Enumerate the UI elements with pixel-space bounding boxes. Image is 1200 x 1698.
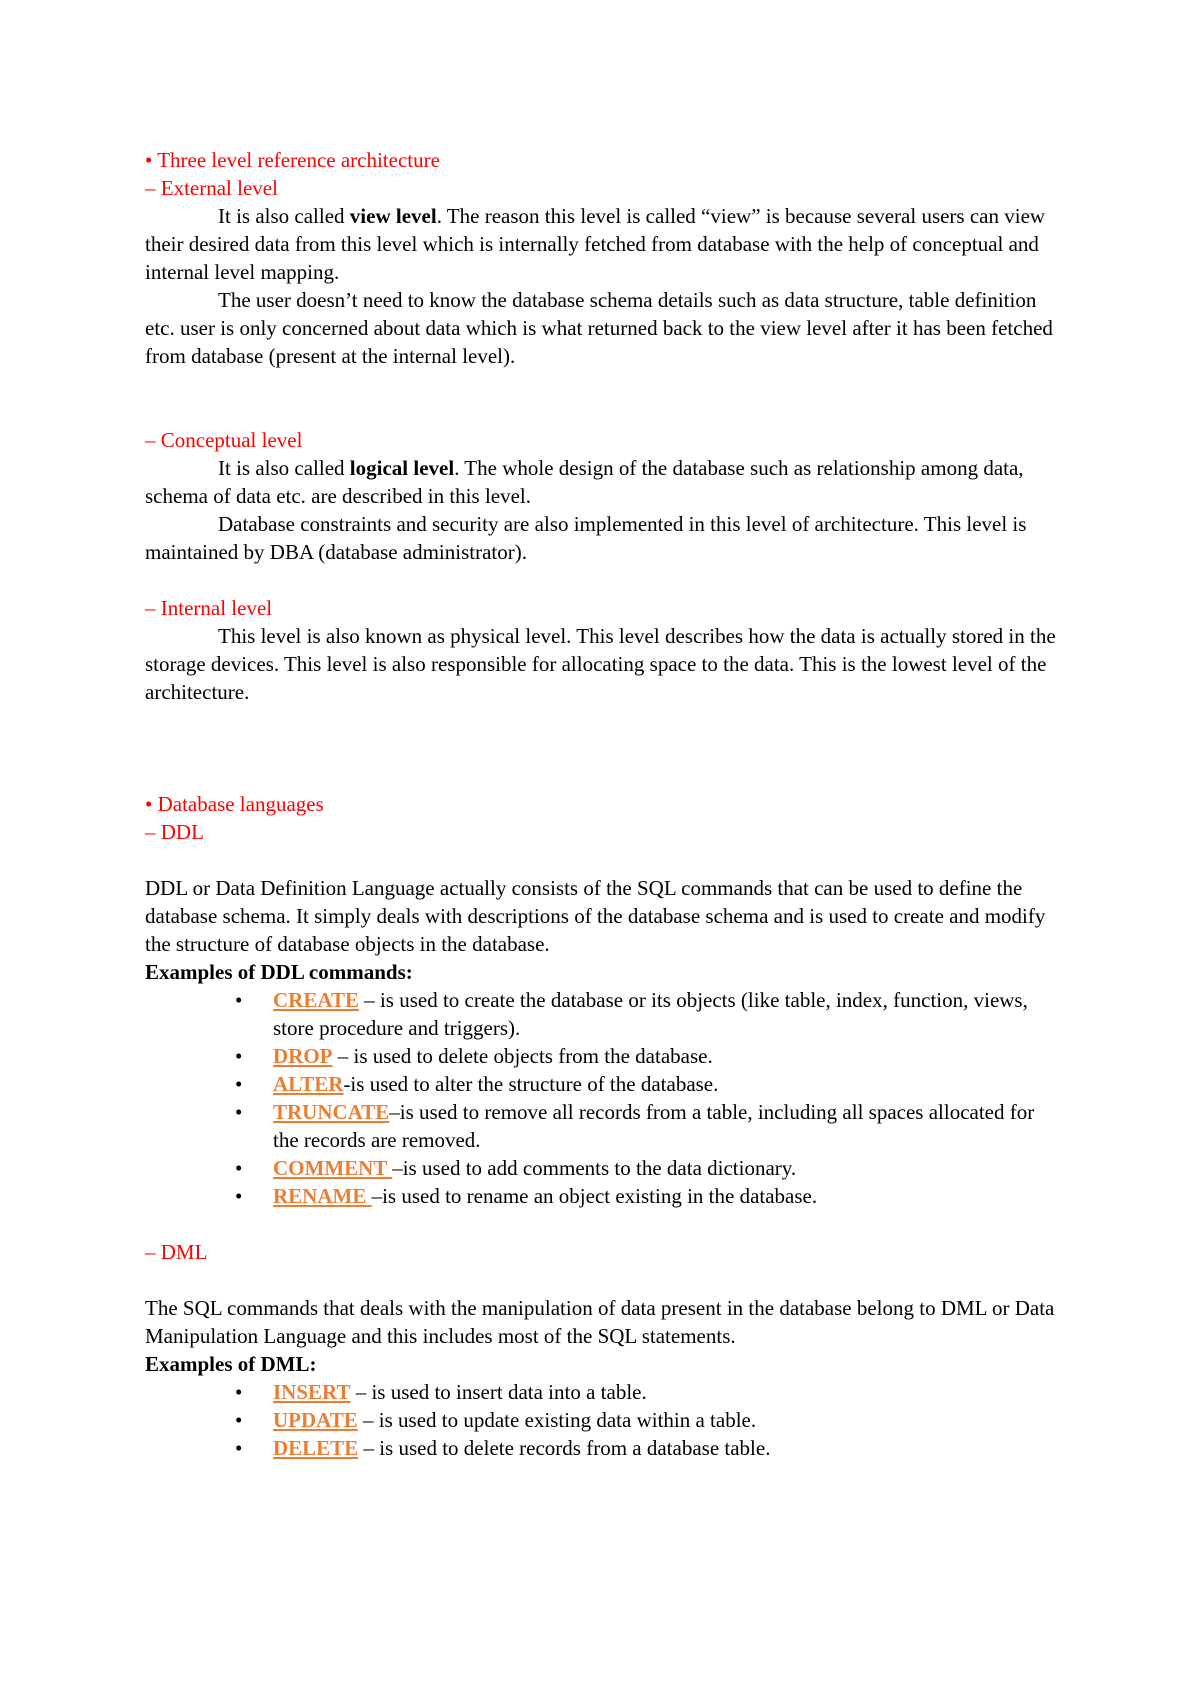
- bullet-icon: •: [235, 1408, 243, 1432]
- internal-level-paragraph-1: This level is also known as physical level. This level describes how the data is actually stored in the storage devices. This level is also responsible for allocating space to the data. This is the lowest level of the architecture.: [145, 624, 1056, 704]
- dml-heading: – DML: [145, 1240, 208, 1264]
- command-description: – is used to delete records from a database table.: [358, 1436, 771, 1460]
- update-command: UPDATE: [273, 1408, 358, 1432]
- insert-command: INSERT: [273, 1380, 351, 1404]
- conceptual-level-paragraph-2: Database constraints and security are also implemented in this level of architecture. This level is maintained by DBA (database administrator).: [145, 512, 1027, 564]
- command-description: –is used to rename an object existing in the database.: [371, 1184, 818, 1208]
- bullet-icon: •: [235, 1436, 243, 1460]
- external-level-heading: – External level: [145, 176, 278, 200]
- spacer: [145, 706, 1065, 790]
- truncate-command: TRUNCATE: [273, 1100, 390, 1124]
- bullet-icon: •: [235, 1072, 243, 1096]
- document-body: [145, 146, 1065, 1462]
- dml-command-list: [145, 1378, 1065, 1462]
- conceptual-level-paragraph-1: [145, 454, 1065, 510]
- command-description: –is used to add comments to the data dictionary.: [392, 1156, 797, 1180]
- conceptual-p1-text: It is also called: [218, 456, 350, 480]
- bullet-icon: •: [235, 988, 243, 1012]
- spacer: [145, 370, 1065, 426]
- bullet-icon: •: [235, 1156, 243, 1180]
- ddl-heading: – DDL: [145, 820, 204, 844]
- list-item: [235, 1182, 1065, 1210]
- command-description: – is used to update existing data within a table.: [357, 1408, 757, 1432]
- command-description: – is used to insert data into a table.: [350, 1380, 647, 1404]
- list-item: [235, 1406, 1065, 1434]
- dml-paragraph: The SQL commands that deals with the manipulation of data present in the database belong to DML or Data Manipulation Language and this includes most of the SQL statements.: [145, 1296, 1055, 1348]
- list-item: [235, 1042, 1065, 1070]
- command-description: –is used to remove all records from a table, including all spaces allocated for the records are removed.: [273, 1100, 1035, 1152]
- spacer: [145, 1210, 1065, 1238]
- dml-examples-heading: [145, 1350, 1065, 1378]
- conceptual-p1-text-after: . The whole design of the database such as relationship among data, schema of data etc. are described in this level.: [145, 456, 1024, 508]
- list-item: [235, 1070, 1065, 1098]
- spacer: [145, 1266, 1065, 1294]
- conceptual-level-heading: – Conceptual level: [145, 428, 303, 452]
- command-description: – is used to create the database or its objects (like table, index, function, views, store procedure and triggers).: [273, 988, 1028, 1040]
- conceptual-p1-bold: logical level: [349, 456, 455, 480]
- drop-command: DROP: [273, 1044, 333, 1068]
- languages-heading: • Database languages: [145, 792, 324, 816]
- bullet-icon: •: [235, 1100, 243, 1124]
- comment-command: COMMENT: [273, 1156, 393, 1180]
- delete-command: DELETE: [273, 1436, 359, 1460]
- ddl-examples-heading-text: Examples of DDL commands:: [145, 960, 413, 984]
- external-p1-bold: view level: [349, 204, 437, 228]
- bullet-icon: •: [235, 1184, 243, 1208]
- external-p1-text: It is also called: [218, 204, 350, 228]
- ddl-paragraph: DDL or Data Definition Language actually consists of the SQL commands that can be used to define the database schema. It simply deals with descriptions of the database schema and is used to create and modify the structure of database objects in the database.: [145, 876, 1046, 956]
- create-command: CREATE: [273, 988, 359, 1012]
- external-level-paragraph-1: [145, 202, 1065, 286]
- command-description: – is used to delete objects from the database.: [332, 1044, 713, 1068]
- bullet-icon: •: [235, 1044, 243, 1068]
- spacer: [145, 566, 1065, 594]
- ddl-examples-heading: [145, 958, 1065, 986]
- list-item: [235, 1154, 1065, 1182]
- architecture-heading: • Three level reference architecture: [145, 148, 440, 172]
- list-item: [235, 1378, 1065, 1406]
- bullet-icon: •: [235, 1380, 243, 1404]
- list-item: [235, 1098, 1065, 1154]
- alter-command: ALTER: [273, 1072, 344, 1096]
- dml-examples-heading-text: Examples of DML:: [145, 1352, 317, 1376]
- rename-command: RENAME: [273, 1184, 372, 1208]
- external-level-paragraph-2: The user doesn’t need to know the database schema details such as data structure, table definition etc. user is only concerned about data which is what returned back to the view level after it has been fetched from database (present at the internal level).: [145, 288, 1053, 368]
- internal-level-heading: – Internal level: [145, 596, 273, 620]
- external-p1-text-after: . The reason this level is called “view” is because several users can view their desired data from this level which is internally fetched from database with the help of conceptual and internal level mapping.: [145, 204, 1046, 284]
- command-description: -is used to alter the structure of the database.: [343, 1072, 719, 1096]
- spacer: [145, 846, 1065, 874]
- list-item: [235, 1434, 1065, 1462]
- list-item: [235, 986, 1065, 1042]
- ddl-command-list: [145, 986, 1065, 1210]
